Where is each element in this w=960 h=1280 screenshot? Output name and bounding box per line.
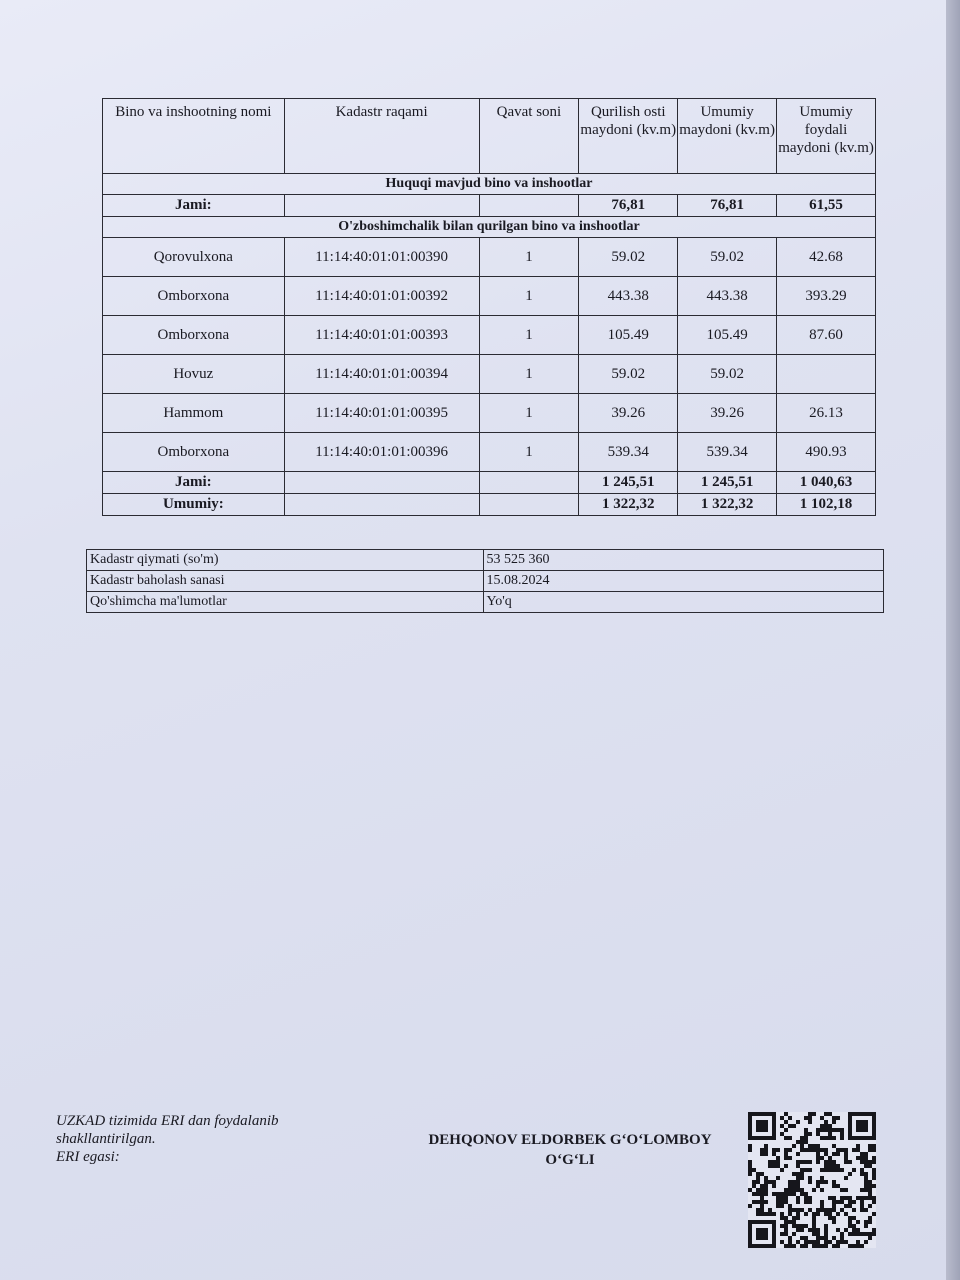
cell-name: Qorovulxona [103,238,285,277]
table-row [103,238,876,277]
info-value: Yo'q [483,592,884,613]
header-qavat: Qavat soni [479,99,579,174]
info-label: Qo'shimcha ma'lumotlar [87,592,484,613]
cell-qurilish: 443.38 [579,277,678,316]
cell-foydali: 490.93 [777,433,876,472]
cell-kadastr: 11:14:40:01:01:00395 [284,394,479,433]
cell-kadastr: 11:14:40:01:01:00396 [284,433,479,472]
info-row [87,550,884,571]
cell-foydali: 26.13 [777,394,876,433]
total-foydali: 1 040,63 [777,472,876,494]
info-row [87,592,884,613]
total-label: Jami: [103,195,285,217]
cell-foydali [777,355,876,394]
cell-name: Hovuz [103,355,285,394]
section2-total-row [103,472,876,494]
cell-qavat: 1 [479,433,579,472]
qr-code-icon [748,1112,876,1248]
buildings-table [102,98,876,516]
cell-qurilish: 59.02 [579,238,678,277]
grand-total-qurilish: 1 322,32 [579,494,678,516]
table-header-row [103,99,876,174]
grand-total-foydali: 1 102,18 [777,494,876,516]
cell-name: Omborxona [103,433,285,472]
cell-umumiy: 59.02 [678,238,777,277]
section1-total-row [103,195,876,217]
cell-qurilish: 539.34 [579,433,678,472]
cell-qavat: 1 [479,316,579,355]
total-label: Jami: [103,472,285,494]
cell-name: Omborxona [103,277,285,316]
section2-title-row [103,217,876,238]
section2-title: O'zboshimchalik bilan qurilgan bino va inshootlar [103,217,876,238]
cell-foydali: 42.68 [777,238,876,277]
page-edge [946,0,960,1280]
cell-umumiy: 539.34 [678,433,777,472]
cell-kadastr: 11:14:40:01:01:00393 [284,316,479,355]
header-name: Bino va inshootning nomi [103,99,285,174]
table-row [103,277,876,316]
cell-name: Omborxona [103,316,285,355]
cell-umumiy: 105.49 [678,316,777,355]
table-row [103,433,876,472]
cell-foydali: 393.29 [777,277,876,316]
signature-owner: DEHQONOV ELDORBEK G‘O‘LOMBOY O‘G‘LI [428,1132,712,1168]
total-foydali: 61,55 [777,195,876,217]
cell-qavat: 1 [479,394,579,433]
cell-kadastr: 11:14:40:01:01:00390 [284,238,479,277]
cell-qurilish: 105.49 [579,316,678,355]
grand-total-row [103,494,876,516]
cadastre-info-table [86,549,884,613]
building-rows [103,238,876,472]
info-row [87,571,884,592]
cell-qavat: 1 [479,277,579,316]
cell-kadastr: 11:14:40:01:01:00394 [284,355,479,394]
signature-note: UZKAD tizimida ERI dan foydalanib shakllantirilgan. ERI egasi: [56,1113,279,1165]
cell-umumiy: 59.02 [678,355,777,394]
header-kadastr: Kadastr raqami [284,99,479,174]
cell-qurilish: 59.02 [579,355,678,394]
total-qurilish: 1 245,51 [579,472,678,494]
cell-qavat: 1 [479,355,579,394]
header-umumiy: Umumiy maydoni (kv.m) [678,99,777,174]
cell-umumiy: 39.26 [678,394,777,433]
cell-qurilish: 39.26 [579,394,678,433]
grand-total-umumiy: 1 322,32 [678,494,777,516]
grand-total-label: Umumiy: [103,494,285,516]
total-umumiy: 76,81 [678,195,777,217]
info-label: Kadastr baholash sanasi [87,571,484,592]
total-qurilish: 76,81 [579,195,678,217]
header-foydali: Umumiy foydali maydoni (kv.m) [777,99,876,174]
info-value: 15.08.2024 [483,571,884,592]
table-row [103,394,876,433]
section1-title-row [103,174,876,195]
header-qurilish: Qurilish osti maydoni (kv.m) [579,99,678,174]
cell-qavat: 1 [479,238,579,277]
info-label: Kadastr qiymati (so'm) [87,550,484,571]
total-umumiy: 1 245,51 [678,472,777,494]
info-value: 53 525 360 [483,550,884,571]
table-row [103,316,876,355]
section1-title: Huquqi mavjud bino va inshootlar [103,174,876,195]
cell-foydali: 87.60 [777,316,876,355]
cell-kadastr: 11:14:40:01:01:00392 [284,277,479,316]
cell-umumiy: 443.38 [678,277,777,316]
cell-name: Hammom [103,394,285,433]
table-row [103,355,876,394]
